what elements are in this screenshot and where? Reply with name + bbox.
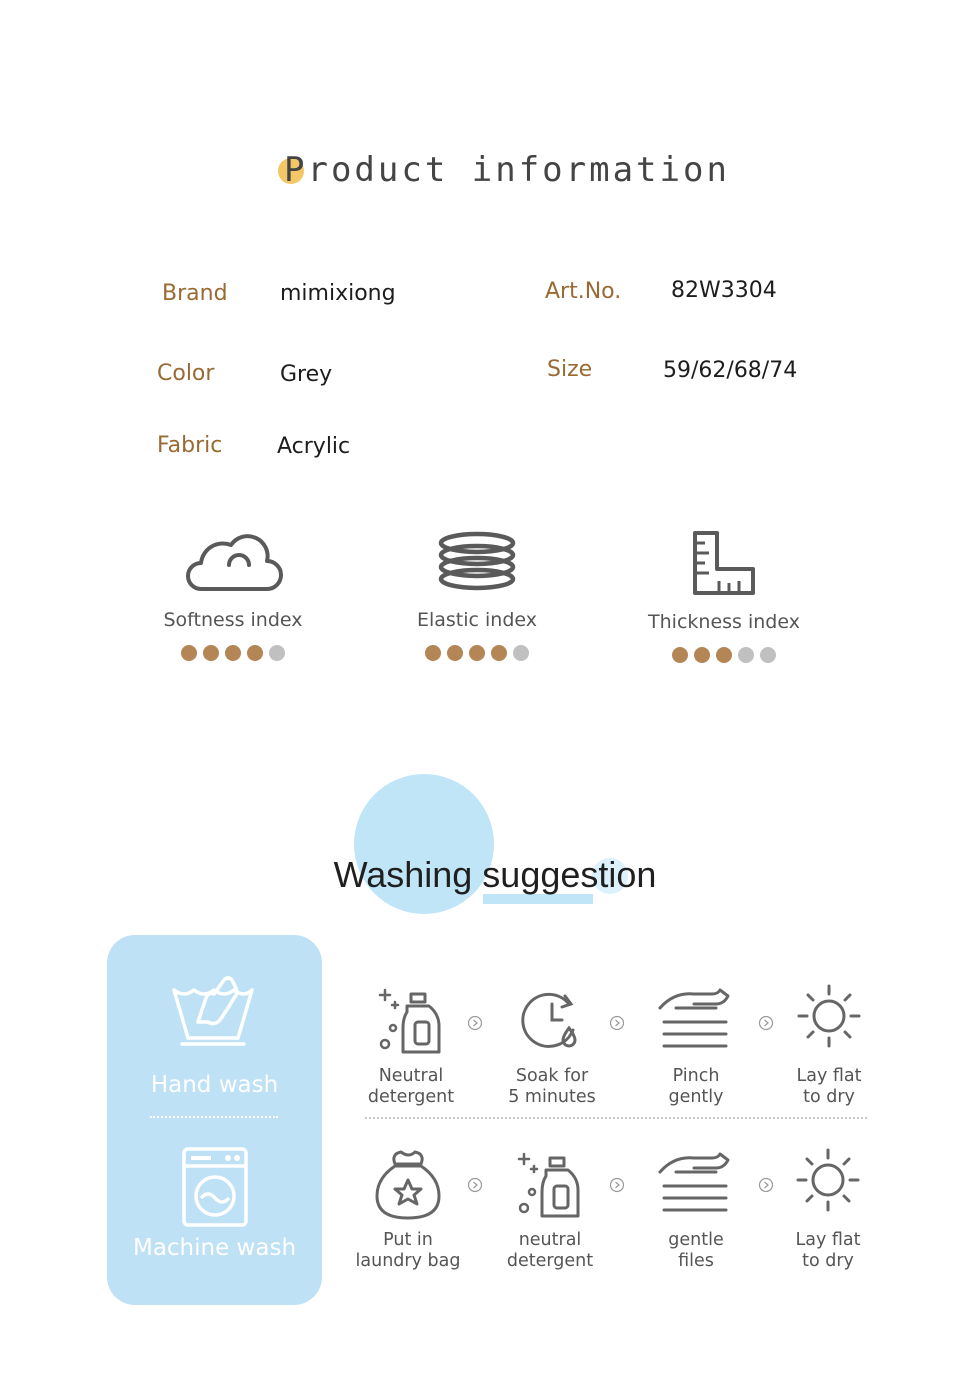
index-label: Softness index [163,609,303,631]
rating-dot-filled [469,645,485,661]
step-label-line2: to dry [802,1251,854,1271]
step-label-line2: gently [668,1087,724,1107]
rating-dot-filled [447,645,463,661]
rating-dot-filled [181,645,197,661]
chevron-right-icon [467,1177,483,1193]
rating-dot-filled [425,645,441,661]
laundry-bag-icon [373,1146,443,1222]
rating-dot-filled [672,647,688,663]
rating-dots [133,645,333,661]
rating-dot-filled [716,647,732,663]
color-label: Color [157,361,215,386]
rating-dot-filled [491,645,507,661]
step-label-line2: files [678,1251,714,1271]
fabric-label: Fabric [157,433,223,458]
washing-title: Washing suggestion [333,854,657,895]
size-label: Size [547,357,593,382]
rating-dots [624,647,824,663]
detergent-bottle-icon [510,1146,590,1222]
softness-index [133,525,333,661]
timer-icon [517,982,587,1058]
rating-dot-empty [269,645,285,661]
machine-step-bag [343,1146,473,1272]
rating-dot-filled [247,645,263,661]
chevron-right-icon [609,1177,625,1193]
rating-dot-empty [513,645,529,661]
thickness-index [624,525,824,663]
index-label: Elastic index [416,609,538,631]
sun-icon [793,1146,863,1222]
step-label-line1: neutral [518,1230,582,1250]
step-label-line1: Lay flat [795,1230,861,1250]
brand-label: Brand [162,281,228,306]
machine-step-dry [763,1146,893,1272]
machine-step-gentle [631,1146,761,1272]
artno-value: 82W3304 [671,278,777,303]
fabric-value: Acrylic [277,434,351,459]
step-label-line2: detergent [506,1251,594,1271]
hand-step-soak [487,982,617,1108]
washing-machine-icon [181,1146,249,1228]
step-label-line1: Soak for [515,1066,589,1086]
ruler-icon [689,525,759,597]
machine-step-detergent [485,1146,615,1272]
artno-label: Art.No. [545,279,622,304]
hand-step-dry [764,982,894,1108]
brand-value: mimixiong [280,281,396,306]
rating-dot-empty [760,647,776,663]
panel-divider [150,1116,278,1118]
step-label-line2: laundry bag [355,1251,461,1271]
step-label-line1: Pinch [672,1066,720,1086]
product-info-title: Product information [284,150,730,190]
hand-step-detergent [346,982,476,1108]
step-label-line1: Neutral [378,1066,444,1086]
hand-step-pinch [631,982,761,1108]
chevron-right-icon [609,1015,625,1031]
hand-press-icon [656,982,736,1058]
sun-icon [794,982,864,1058]
step-label-line1: Put in [383,1230,433,1250]
cloud-icon [183,525,283,595]
hand-wash-icon [168,966,258,1046]
rating-dot-filled [694,647,710,663]
coil-icon [432,525,522,595]
step-label-line2: to dry [803,1087,855,1107]
step-label-line2: detergent [367,1087,455,1107]
chevron-right-icon [467,1015,483,1031]
rating-dot-filled [203,645,219,661]
index-label: Thickness index [648,611,800,633]
rating-dots [377,645,577,661]
step-label-line1: gentle [668,1230,724,1250]
color-value: Grey [280,362,333,387]
elastic-index [377,525,577,661]
machine-wash-label: Machine wash [132,1235,297,1261]
size-value: 59/62/68/74 [663,358,798,383]
hand-wash-label: Hand wash [150,1072,279,1098]
step-label-line1: Lay flat [796,1066,862,1086]
rating-dot-empty [738,647,754,663]
rating-dot-filled [225,645,241,661]
step-label-line2: 5 minutes [508,1087,596,1107]
hand-press-icon [656,1146,736,1222]
row-divider [365,1117,867,1119]
detergent-bottle-icon [371,982,451,1058]
